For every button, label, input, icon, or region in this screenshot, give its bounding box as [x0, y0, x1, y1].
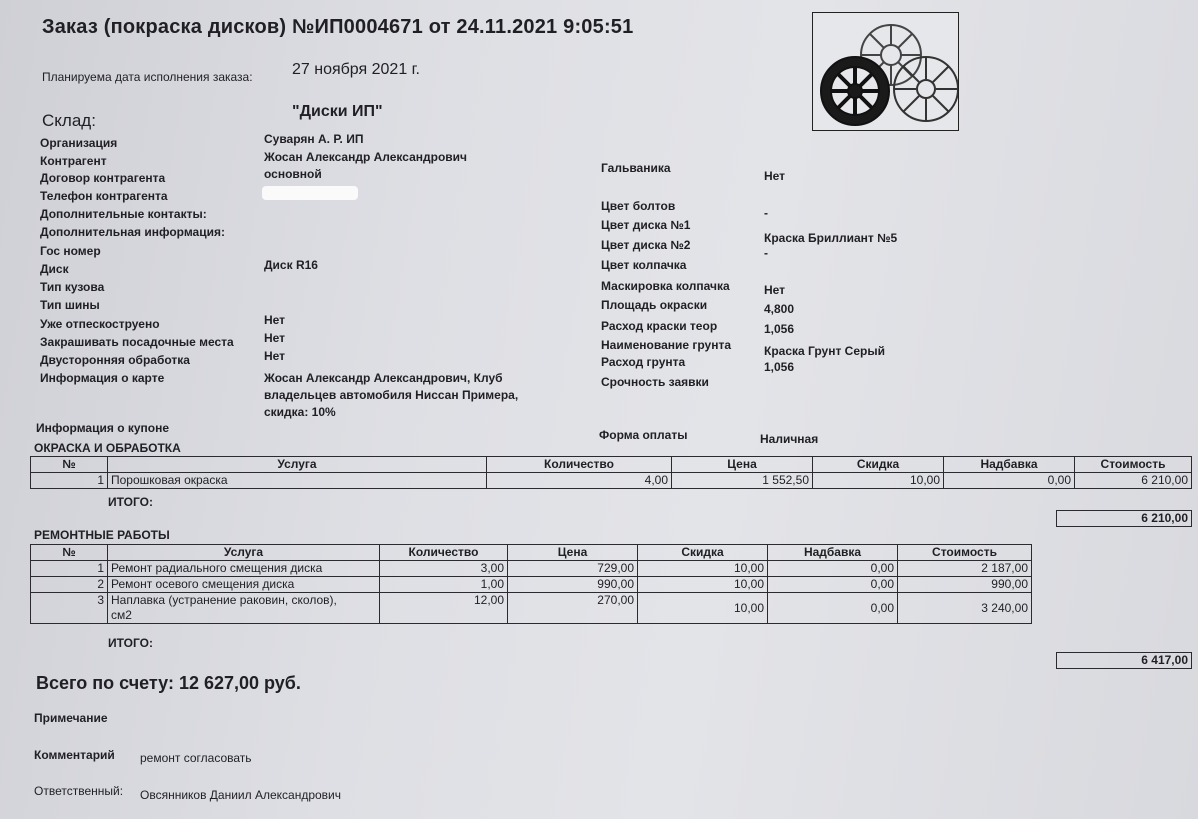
responsible-label: Ответственный:: [34, 784, 124, 798]
right-field-label: Площадь окраски: [601, 298, 708, 312]
right-field-label: Расход грунта: [601, 355, 686, 369]
right-field-label: Цвет колпачка: [601, 258, 687, 272]
repair-table: [30, 544, 1032, 624]
col-service: Услуга: [108, 457, 487, 473]
row-cost: 3 240,00: [898, 593, 1032, 624]
row-qty: 1,00: [380, 577, 508, 593]
note-label: Примечание: [34, 711, 108, 725]
right-field-label: Гальваника: [601, 161, 671, 175]
repair-total-label: ИТОГО:: [108, 636, 153, 650]
painting-section-title: ОКРАСКА И ОБРАБОТКА: [34, 441, 181, 455]
comment-value: ремонт согласовать: [140, 751, 252, 765]
warehouse-label: Склад:: [42, 111, 96, 130]
painting-total: 6 210,00: [1056, 510, 1192, 527]
right-field-value: Краска Грунт Серый: [764, 344, 885, 358]
left-field-label: Дополнительные контакты:: [40, 207, 207, 221]
col-price: Цена: [672, 457, 813, 473]
col-markup: Надбавка: [944, 457, 1075, 473]
left-field-value: Нет: [264, 349, 286, 363]
right-field-label: Расход краски теор: [601, 319, 718, 333]
plan-date-value: 27 ноября 2021 г.: [292, 61, 420, 78]
right-field-value: -: [764, 246, 768, 260]
row-service: Ремонт радиального смещения диска: [108, 561, 380, 577]
row-qty: 3,00: [380, 561, 508, 577]
row-no: 1: [31, 561, 108, 577]
row-price: 1 552,50: [672, 473, 813, 489]
row-cost: 990,00: [898, 577, 1032, 593]
col-cost: Стоимость: [1075, 457, 1192, 473]
row-service-line1: Наплавка (устранение раковин, сколов),: [111, 593, 337, 607]
right-field-value: 4,800: [764, 302, 795, 316]
right-field-label: Цвет диска №2: [601, 238, 691, 252]
left-field-value: владельцев автомобиля Ниссан Примера,: [264, 388, 519, 402]
right-field-value: Краска Бриллиант №5: [764, 231, 898, 245]
row-price: 990,00: [508, 577, 638, 593]
row-discount: 10,00: [638, 561, 768, 577]
table-row: [31, 577, 1032, 593]
col-price: Цена: [508, 545, 638, 561]
row-qty: 12,00: [380, 593, 508, 624]
left-field-value: скидка: 10%: [264, 405, 336, 419]
left-field-label: Двусторонняя обработка: [40, 353, 190, 367]
coupon-label: Информация о купоне: [36, 421, 170, 435]
painting-table: [30, 456, 1192, 489]
row-markup: 0,00: [768, 593, 898, 624]
row-markup: 0,00: [768, 561, 898, 577]
left-field-value: основной: [264, 167, 322, 181]
row-price: 270,00: [508, 593, 638, 624]
col-service: Услуга: [108, 545, 380, 561]
right-field-value: Нет: [764, 283, 786, 297]
left-field-label: Уже отпескоструено: [40, 317, 160, 331]
row-no: 2: [31, 577, 108, 593]
col-no: №: [31, 457, 108, 473]
left-field-label: Контрагент: [40, 154, 107, 168]
painting-total-label: ИТОГО:: [108, 495, 153, 509]
repair-section-title: РЕМОНТНЫЕ РАБОТЫ: [34, 528, 170, 542]
right-field-value: -: [764, 206, 768, 220]
plan-date-label: Планируема дата исполнения заказа:: [42, 70, 253, 84]
row-discount: 10,00: [813, 473, 944, 489]
row-service: Порошковая окраска: [108, 473, 487, 489]
right-field-label: Цвет диска №1: [601, 218, 691, 232]
right-field-label: Срочность заявки: [601, 375, 709, 389]
row-no: 1: [31, 473, 108, 489]
row-cost: 2 187,00: [898, 561, 1032, 577]
redacted-phone: [262, 186, 358, 200]
responsible-value: Овсянников Даниил Александрович: [140, 788, 342, 802]
left-field-value: Суварян А. Р. ИП: [264, 132, 364, 146]
left-field-label: Организация: [40, 136, 118, 150]
table-row: [31, 473, 1192, 489]
document-title: Заказ (покраска дисков) №ИП0004671 от 24.11.2021 9:05:51: [42, 16, 634, 38]
table-row: [31, 561, 1032, 577]
right-field-value: 1,056: [764, 360, 795, 374]
row-service: Ремонт осевого смещения диска: [108, 577, 380, 593]
right-field-label: Цвет болтов: [601, 199, 676, 213]
row-service: [108, 593, 380, 624]
left-field-label: Телефон контрагента: [40, 189, 168, 203]
left-field-label: Диск: [40, 262, 69, 276]
left-field-value: Нет: [264, 331, 286, 345]
left-field-label: Закрашивать посадочные места: [40, 335, 234, 349]
left-field-label: Тип шины: [40, 298, 100, 312]
wheels-logo: [812, 12, 959, 131]
left-field-label: Гос номер: [40, 244, 101, 258]
row-no: 3: [31, 593, 108, 624]
grand-total: Всего по счету: 12 627,00 руб.: [36, 673, 301, 693]
warehouse-name: "Диски ИП": [292, 103, 383, 120]
row-discount: 10,00: [638, 593, 768, 624]
right-field-label: Наименование грунта: [601, 338, 732, 352]
comment-label: Комментарий: [34, 748, 115, 762]
col-discount: Скидка: [638, 545, 768, 561]
left-field-label: Дополнительная информация:: [40, 225, 225, 239]
col-cost: Стоимость: [898, 545, 1032, 561]
left-field-value: Диск R16: [264, 258, 318, 272]
row-qty: 4,00: [487, 473, 672, 489]
left-field-value: Жосан Александр Александрович: [264, 150, 468, 164]
col-markup: Надбавка: [768, 545, 898, 561]
right-field-value: Нет: [764, 169, 786, 183]
left-field-label: Договор контрагента: [40, 171, 166, 185]
left-field-label: Тип кузова: [40, 280, 105, 294]
col-no: №: [31, 545, 108, 561]
row-service-line2: см2: [111, 608, 132, 622]
col-qty: Количество: [380, 545, 508, 561]
row-markup: 0,00: [944, 473, 1075, 489]
repair-total: 6 417,00: [1056, 652, 1192, 669]
col-qty: Количество: [487, 457, 672, 473]
table-row: [31, 593, 1032, 624]
payment-value: Наличная: [760, 432, 819, 446]
row-cost: 6 210,00: [1075, 473, 1192, 489]
col-discount: Скидка: [813, 457, 944, 473]
row-price: 729,00: [508, 561, 638, 577]
payment-label: Форма оплаты: [599, 428, 688, 442]
left-field-value: Нет: [264, 313, 286, 327]
left-field-label: Информация о карте: [40, 371, 165, 385]
right-field-value: 1,056: [764, 322, 795, 336]
right-field-label: Маскировка колпачка: [601, 279, 730, 293]
row-discount: 10,00: [638, 577, 768, 593]
row-markup: 0,00: [768, 577, 898, 593]
left-field-value: Жосан Александр Александрович, Клуб: [264, 371, 503, 385]
